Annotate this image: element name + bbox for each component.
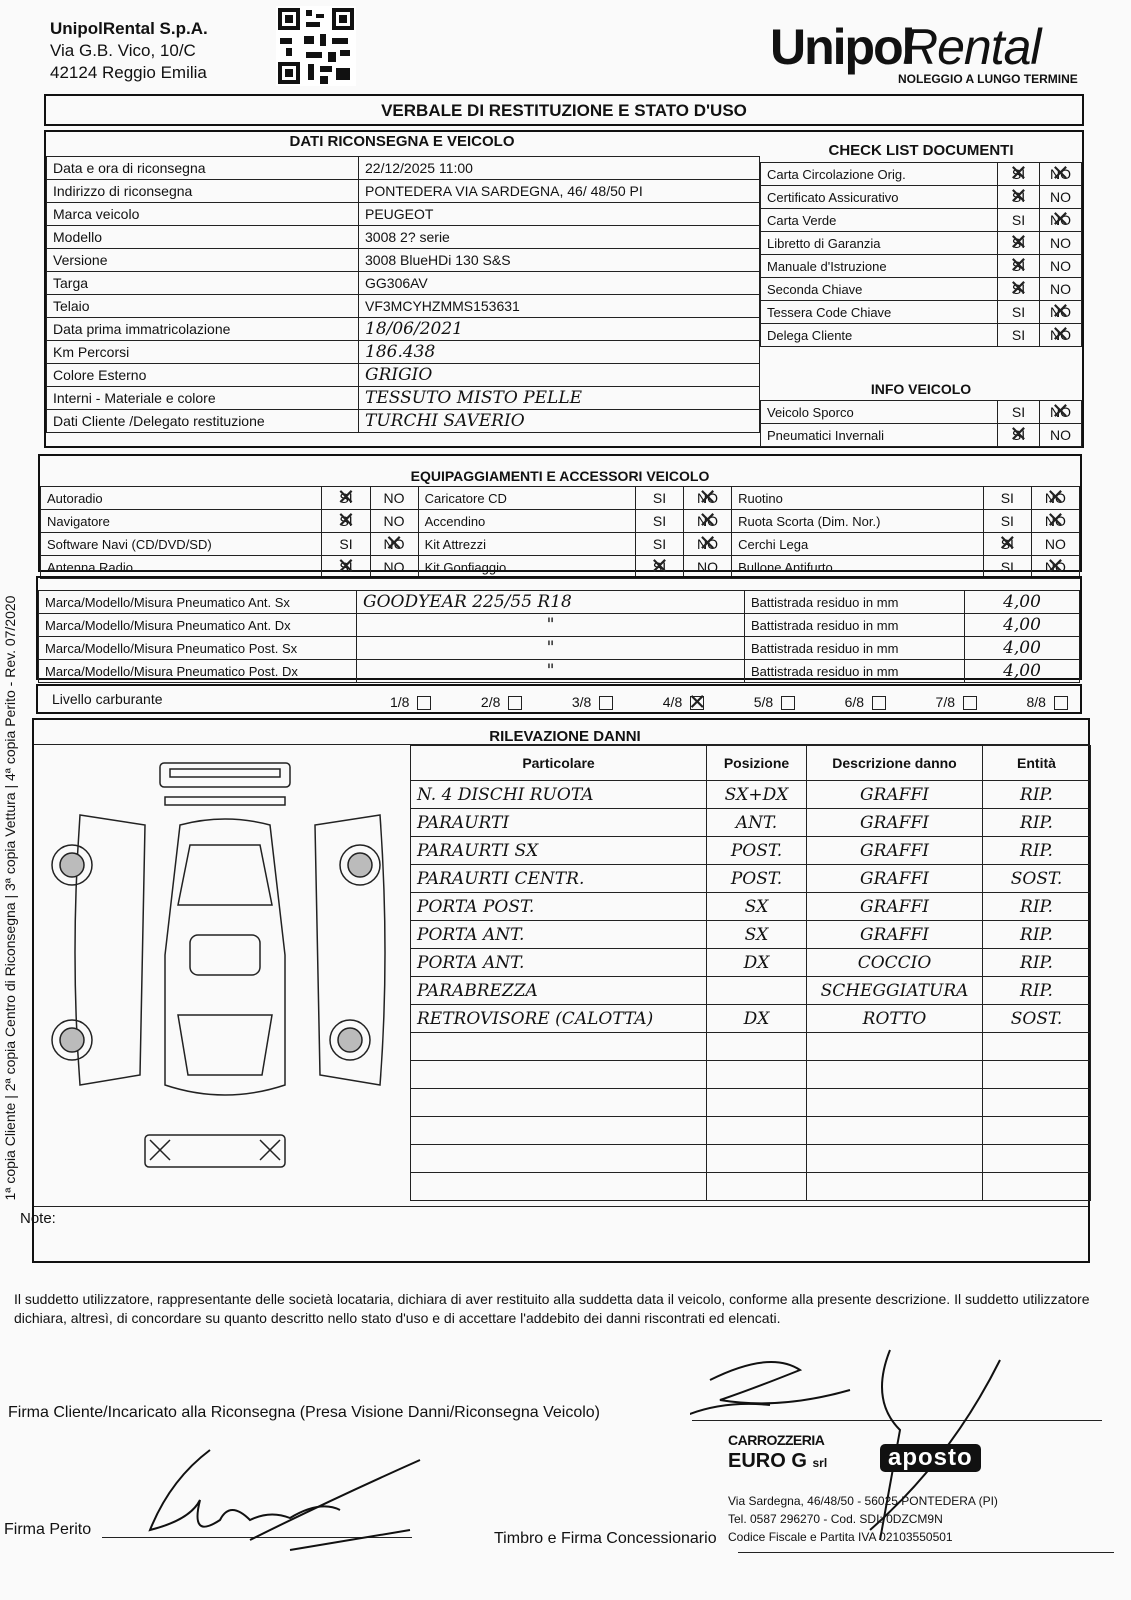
damage-cell	[983, 1117, 1091, 1145]
si-box: SI	[998, 301, 1040, 324]
no-box: NO ✕	[1031, 556, 1079, 579]
no-box: NO ✕	[684, 510, 732, 533]
si-box: SI	[983, 556, 1031, 579]
damage-cell	[707, 977, 807, 1005]
tyre-label: Marca/Modello/Misura Pneumatico Post. Dx	[39, 660, 357, 683]
fuel-level-label: 6/8	[844, 694, 865, 710]
checklist-row	[761, 255, 1082, 278]
damage-cell: SX	[707, 893, 807, 921]
vehicle-label: Modello	[47, 226, 359, 249]
si-box: SI	[635, 510, 683, 533]
equipment-label: Accendino	[418, 510, 635, 533]
si-box: SI ✕	[998, 424, 1040, 447]
unipolrental-logo	[770, 18, 1100, 88]
checklist-row	[761, 301, 1082, 324]
damage-cell: PARAURTI	[411, 809, 707, 837]
no-box: NO	[370, 510, 418, 533]
no-box: NO ✕	[1040, 209, 1082, 232]
stamp-address-2: Tel. 0587 296270 - Cod. SDI: 0DZCM9N	[728, 1512, 943, 1526]
damage-column-header: Particolare	[411, 746, 707, 781]
fuel-level	[572, 694, 619, 710]
fuel-level	[390, 694, 437, 710]
damage-cell: GRAFFI	[807, 893, 983, 921]
damage-cell: GRAFFI	[807, 921, 983, 949]
damage-cell: RIP.	[983, 893, 1091, 921]
logo-brand-a: Unipol	[770, 19, 914, 75]
damage-column-header: Posizione	[707, 746, 807, 781]
dealer-stamp	[728, 1432, 1058, 1562]
equipment-row	[41, 487, 1080, 510]
no-box: NO	[1040, 278, 1082, 301]
stamp-address-3: Codice Fiscale e Partita IVA 02103550501	[728, 1530, 953, 1544]
damage-cell	[411, 1145, 707, 1173]
fuel-checkbox	[508, 696, 522, 710]
damage-cell: PORTA ANT.	[411, 921, 707, 949]
company-address-1: Via G.B. Vico, 10/C	[50, 41, 196, 60]
vehicle-value: TURCHI SAVERIO	[359, 410, 760, 433]
checklist-header: CHECK LIST DOCUMENTI	[828, 142, 1014, 159]
checklist-label: Seconda Chiave	[761, 278, 998, 301]
vehicle-row	[47, 410, 760, 433]
vehicle-value: PEUGEOT	[359, 203, 760, 226]
equipment-row	[41, 533, 1080, 556]
damage-cell: GRAFFI	[807, 809, 983, 837]
vehicle-value: TESSUTO MISTO PELLE	[359, 387, 760, 410]
damage-cell: DX	[707, 949, 807, 977]
damage-row	[411, 1173, 1091, 1201]
damage-row	[411, 837, 1091, 865]
damage-cell	[707, 1117, 807, 1145]
damage-cell: PORTA ANT.	[411, 949, 707, 977]
fuel-level	[481, 694, 528, 710]
vehicle-label: Marca veicolo	[47, 203, 359, 226]
damage-cell	[983, 1173, 1091, 1201]
document-title: VERBALE DI RESTITUZIONE E STATO D'USO	[44, 94, 1084, 126]
damage-cell: GRAFFI	[807, 781, 983, 809]
damage-cell	[411, 1117, 707, 1145]
damage-cell: PARABREZZA	[411, 977, 707, 1005]
stamp-company-suffix: srl	[812, 1456, 828, 1470]
damage-cell	[807, 1089, 983, 1117]
fuel-level-label: 8/8	[1026, 694, 1046, 710]
damage-cell: RETROVISORE (CALOTTA)	[411, 1005, 707, 1033]
damage-cell	[411, 1089, 707, 1117]
fuel-level	[845, 694, 892, 710]
damage-table	[410, 745, 1091, 1201]
checklist-row	[761, 232, 1082, 255]
equipment-label: Kit Gonfiaggio	[418, 556, 635, 579]
damage-cell	[807, 1061, 983, 1089]
damage-cell: DX	[707, 1005, 807, 1033]
stamp-company: EURO G	[728, 1450, 807, 1472]
client-signature-label: Firma Cliente/Incaricato alla Riconsegna (Presa Visione Danni/Riconsegna Veicolo)	[8, 1404, 601, 1421]
damage-cell	[983, 1145, 1091, 1173]
damage-cell	[707, 1061, 807, 1089]
damage-cell	[411, 1033, 707, 1061]
vehicle-label: Targa	[47, 272, 359, 295]
damage-cell: ANT.	[707, 809, 807, 837]
vehicle-label: Telaio	[47, 295, 359, 318]
vehicle-value: 18/06/2021	[359, 318, 760, 341]
equipment-header: EQUIPAGGIAMENTI E ACCESSORI VEICOLO	[410, 468, 710, 484]
damage-row	[411, 809, 1091, 837]
damage-cell	[807, 1117, 983, 1145]
equipment-label: Caricatore CD	[418, 487, 635, 510]
fuel-checkbox	[599, 696, 613, 710]
si-box: SI	[998, 209, 1040, 232]
vehicle-row	[47, 318, 760, 341]
tread-label: Battistrada residuo in mm	[745, 614, 965, 637]
si-box: SI	[983, 510, 1031, 533]
vehicle-value: GRIGIO	[359, 364, 760, 387]
tyre-label: Marca/Modello/Misura Pneumatico Post. Sx	[39, 637, 357, 660]
car-diagram	[50, 755, 410, 1185]
damage-cell	[983, 1089, 1091, 1117]
fuel-level-label: 2/8	[480, 694, 501, 710]
si-box: SI ✕	[983, 533, 1031, 556]
vehicle-row	[47, 203, 760, 226]
damage-cell	[807, 1033, 983, 1061]
stamp-address-1: Via Sardegna, 46/48/50 - 56025 PONTEDERA (PI)	[728, 1494, 998, 1508]
damage-cell: ROTTO	[807, 1005, 983, 1033]
damage-cell	[807, 1145, 983, 1173]
vehicle-value: VF3MCYHZMMS153631	[359, 295, 760, 318]
vehicle-label: Data prima immatricolazione	[47, 318, 359, 341]
logo-brand-b: Rental	[902, 19, 1041, 75]
damage-row	[411, 977, 1091, 1005]
vehicle-label: Interni - Materiale e colore	[47, 387, 359, 410]
vehicle-label: Data e ora di riconsegna	[47, 157, 359, 180]
si-box: SI ✕	[998, 278, 1040, 301]
vehicle-row	[47, 272, 760, 295]
tyre-row	[39, 637, 1080, 660]
tyre-row	[39, 591, 1080, 614]
tyre-label: Marca/Modello/Misura Pneumatico Ant. Sx	[39, 591, 357, 614]
tread-label: Battistrada residuo in mm	[745, 637, 965, 660]
si-box: SI	[322, 533, 370, 556]
vehicle-row	[47, 249, 760, 272]
no-box: NO ✕	[1031, 510, 1079, 533]
damage-column-header: Descrizione danno	[807, 746, 983, 781]
vehicle-header: DATI RICONSEGNA E VEICOLO	[289, 133, 515, 150]
no-box: NO ✕	[684, 533, 732, 556]
equipment-label: Software Navi (CD/DVD/SD)	[41, 533, 322, 556]
checklist-table	[760, 162, 1082, 347]
vehicle-value: 3008 2? serie	[359, 226, 760, 249]
vehicle-label: Km Percorsi	[47, 341, 359, 364]
damage-row	[411, 1005, 1091, 1033]
fuel-level	[1026, 694, 1073, 710]
vehicle-row	[47, 226, 760, 249]
fuel-label: Livello carburante	[52, 691, 163, 707]
checklist-row	[761, 186, 1082, 209]
vehicle-label: Versione	[47, 249, 359, 272]
fuel-level-label: 5/8	[753, 694, 774, 710]
tyres-table	[38, 590, 1080, 683]
tread-label: Battistrada residuo in mm	[745, 591, 965, 614]
expert-signature-label: Firma Perito	[4, 1521, 92, 1538]
si-box: SI	[998, 324, 1040, 347]
si-box: SI ✕	[998, 232, 1040, 255]
damage-cell: RIP.	[983, 977, 1091, 1005]
no-box: NO ✕	[370, 533, 418, 556]
no-box: NO	[1040, 255, 1082, 278]
expert-signature	[130, 1440, 430, 1560]
damage-row	[411, 1145, 1091, 1173]
tyre-row	[39, 660, 1080, 683]
declaration-text: Il suddetto utilizzatore, rappresentante delle società locataria, dichiara di aver restituito alla suddetta data il veicolo, conforme alla presente descrizione. Il suddetto utilizzatore dichiara, altresì, di concordare su quanto descritto nello stato d'uso e di accettare l'addebito dei danni riscontrati ed elencati.	[14, 1291, 1090, 1326]
info-table	[760, 400, 1082, 447]
company-info	[50, 18, 208, 84]
stamp-line-1: CARROZZERIA	[728, 1432, 825, 1448]
damage-cell: GRAFFI	[807, 865, 983, 893]
damage-row	[411, 921, 1091, 949]
damage-cell: RIP.	[983, 809, 1091, 837]
no-box: NO	[370, 556, 418, 579]
dealer-signature-label: Timbro e Firma Concessionario	[494, 1530, 717, 1547]
fuel-checkbox	[417, 696, 431, 710]
damage-row	[411, 949, 1091, 977]
logo-tagline: NOLEGGIO A LUNGO TERMINE	[898, 72, 1078, 86]
damage-row	[411, 781, 1091, 809]
damage-cell	[983, 1033, 1091, 1061]
equipment-label: Ruotino	[732, 487, 984, 510]
damage-cell: PORTA POST.	[411, 893, 707, 921]
vehicle-row	[47, 387, 760, 410]
si-box: SI ✕	[635, 556, 683, 579]
damage-cell: SCHEGGIATURA	[807, 977, 983, 1005]
tyre-value: "	[357, 660, 745, 683]
vehicle-label: Indirizzo di riconsegna	[47, 180, 359, 203]
fuel-level-label: 4/8	[662, 694, 683, 710]
si-box: SI	[998, 401, 1040, 424]
tread-value: 4,00	[965, 614, 1080, 637]
damage-cell: RIP.	[983, 949, 1091, 977]
damage-column-header: Entità	[983, 746, 1091, 781]
tread-label: Battistrada residuo in mm	[745, 660, 965, 683]
info-label: Veicolo Sporco	[761, 401, 998, 424]
damage-cell: POST.	[707, 865, 807, 893]
tyre-value: "	[357, 637, 745, 660]
equipment-row	[41, 510, 1080, 533]
vehicle-value: 186.438	[359, 341, 760, 364]
damage-cell: SOST.	[983, 1005, 1091, 1033]
checklist-label: Delega Cliente	[761, 324, 998, 347]
qr-code-icon	[276, 6, 356, 86]
no-box: NO	[1031, 533, 1079, 556]
fuel-level	[936, 694, 983, 710]
fuel-checkbox	[1054, 696, 1068, 710]
tyre-value: "	[357, 614, 745, 637]
damage-cell: SX	[707, 921, 807, 949]
fuel-checkbox	[963, 696, 977, 710]
damage-cell: PARAURTI SX	[411, 837, 707, 865]
si-box: SI ✕	[998, 255, 1040, 278]
tyre-row	[39, 614, 1080, 637]
fuel-level-label: 1/8	[390, 694, 410, 710]
company-name: UnipolRental S.p.A.	[50, 19, 208, 38]
fuel-levels	[390, 694, 1080, 710]
damage-header-row	[411, 746, 1091, 781]
vehicle-label: Colore Esterno	[47, 364, 359, 387]
damage-cell: SOST.	[983, 865, 1091, 893]
damage-cell	[707, 1033, 807, 1061]
info-row	[761, 424, 1082, 447]
stamp-brand: aposto	[880, 1444, 981, 1472]
info-row	[761, 401, 1082, 424]
checklist-row	[761, 163, 1082, 186]
notes-label: Note:	[20, 1210, 56, 1227]
vehicle-value: 3008 BlueHDi 130 S&S	[359, 249, 760, 272]
damage-row	[411, 1061, 1091, 1089]
vehicle-row	[47, 295, 760, 318]
tread-value: 4,00	[965, 591, 1080, 614]
damage-row	[411, 1089, 1091, 1117]
si-box: SI ✕	[998, 163, 1040, 186]
vehicle-row	[47, 180, 760, 203]
si-box: SI ✕	[322, 487, 370, 510]
checklist-row	[761, 209, 1082, 232]
vehicle-row	[47, 364, 760, 387]
no-box: NO ✕	[1031, 487, 1079, 510]
damage-cell: RIP.	[983, 921, 1091, 949]
damage-cell: RIP.	[983, 837, 1091, 865]
vehicle-value: PONTEDERA VIA SARDEGNA, 46/ 48/50 PI	[359, 180, 760, 203]
damage-cell	[411, 1061, 707, 1089]
si-box: SI ✕	[998, 186, 1040, 209]
no-box: NO ✕	[684, 487, 732, 510]
vehicle-row	[47, 157, 760, 180]
fuel-level-label: 3/8	[571, 694, 592, 710]
equipment-label: Kit Attrezzi	[418, 533, 635, 556]
tyre-label: Marca/Modello/Misura Pneumatico Ant. Dx	[39, 614, 357, 637]
damage-row	[411, 1117, 1091, 1145]
damage-cell	[411, 1173, 707, 1201]
tread-value: 4,00	[965, 637, 1080, 660]
checklist-row	[761, 324, 1082, 347]
equipment-label: Ruota Scorta (Dim. Nor.)	[732, 510, 984, 533]
no-box: NO ✕	[1040, 301, 1082, 324]
equipment-label: Autoradio	[41, 487, 322, 510]
no-box: NO	[370, 487, 418, 510]
si-box: SI	[635, 487, 683, 510]
info-header: INFO VEICOLO	[870, 381, 972, 397]
stamp-line-2	[728, 1450, 827, 1473]
damage-row	[411, 1033, 1091, 1061]
si-box: SI ✕	[322, 510, 370, 533]
damage-cell: PARAURTI CENTR.	[411, 865, 707, 893]
equipment-label: Bullone Antifurto	[732, 556, 984, 579]
checklist-label: Tessera Code Chiave	[761, 301, 998, 324]
tyre-value: GOODYEAR 225/55 R18	[357, 591, 745, 614]
vehicle-value: 22/12/2025 11:00	[359, 157, 760, 180]
vehicle-table	[46, 156, 760, 433]
damage-cell: COCCIO	[807, 949, 983, 977]
info-label: Pneumatici Invernali	[761, 424, 998, 447]
equipment-label: Antenna Radio	[41, 556, 322, 579]
fuel-level	[663, 694, 710, 710]
no-box: NO	[684, 556, 732, 579]
fuel-level	[754, 694, 801, 710]
copy-legend: 1ª copia Cliente | 2ª copia Centro di Riconsegna | 3ª copia Vettura | 4ª copia Perito - Rev. 07/2020	[2, 595, 18, 1201]
vehicle-label: Dati Cliente /Delegato restituzione	[47, 410, 359, 433]
damage-cell: SX+DX	[707, 781, 807, 809]
no-box: NO ✕	[1040, 163, 1082, 186]
no-box: NO	[1040, 186, 1082, 209]
damage-cell: N. 4 DISCHI RUOTA	[411, 781, 707, 809]
damage-cell: RIP.	[983, 781, 1091, 809]
fuel-checkbox	[781, 696, 795, 710]
damage-cell: GRAFFI	[807, 837, 983, 865]
si-box: SI	[635, 533, 683, 556]
no-box: NO ✕	[1040, 401, 1082, 424]
damage-cell	[707, 1173, 807, 1201]
damage-cell	[707, 1089, 807, 1117]
equipment-table	[40, 486, 1080, 579]
damage-cell	[707, 1145, 807, 1173]
damage-header: RILEVAZIONE DANNI	[489, 728, 641, 745]
checklist-row	[761, 278, 1082, 301]
damage-row	[411, 865, 1091, 893]
checklist-label: Certificato Assicurativo	[761, 186, 998, 209]
damage-cell	[983, 1061, 1091, 1089]
damage-cell	[807, 1173, 983, 1201]
no-box: NO	[1040, 232, 1082, 255]
vehicle-value: GG306AV	[359, 272, 760, 295]
damage-cell: POST.	[707, 837, 807, 865]
tread-value: 4,00	[965, 660, 1080, 683]
checklist-label: Carta Circolazione Orig.	[761, 163, 998, 186]
equipment-label: Navigatore	[41, 510, 322, 533]
damage-row	[411, 893, 1091, 921]
company-address-2: 42124 Reggio Emilia	[50, 63, 207, 82]
checklist-label: Manuale d'Istruzione	[761, 255, 998, 278]
vehicle-row	[47, 341, 760, 364]
checklist-label: Libretto di Garanzia	[761, 232, 998, 255]
fuel-checkbox	[690, 696, 704, 710]
fuel-level-label: 7/8	[935, 694, 955, 710]
no-box: NO	[1040, 424, 1082, 447]
fuel-checkbox	[872, 696, 886, 710]
si-box: SI ✕	[322, 556, 370, 579]
checklist-label: Carta Verde	[761, 209, 998, 232]
no-box: NO ✕	[1040, 324, 1082, 347]
equipment-label: Cerchi Lega	[732, 533, 984, 556]
si-box: SI	[983, 487, 1031, 510]
